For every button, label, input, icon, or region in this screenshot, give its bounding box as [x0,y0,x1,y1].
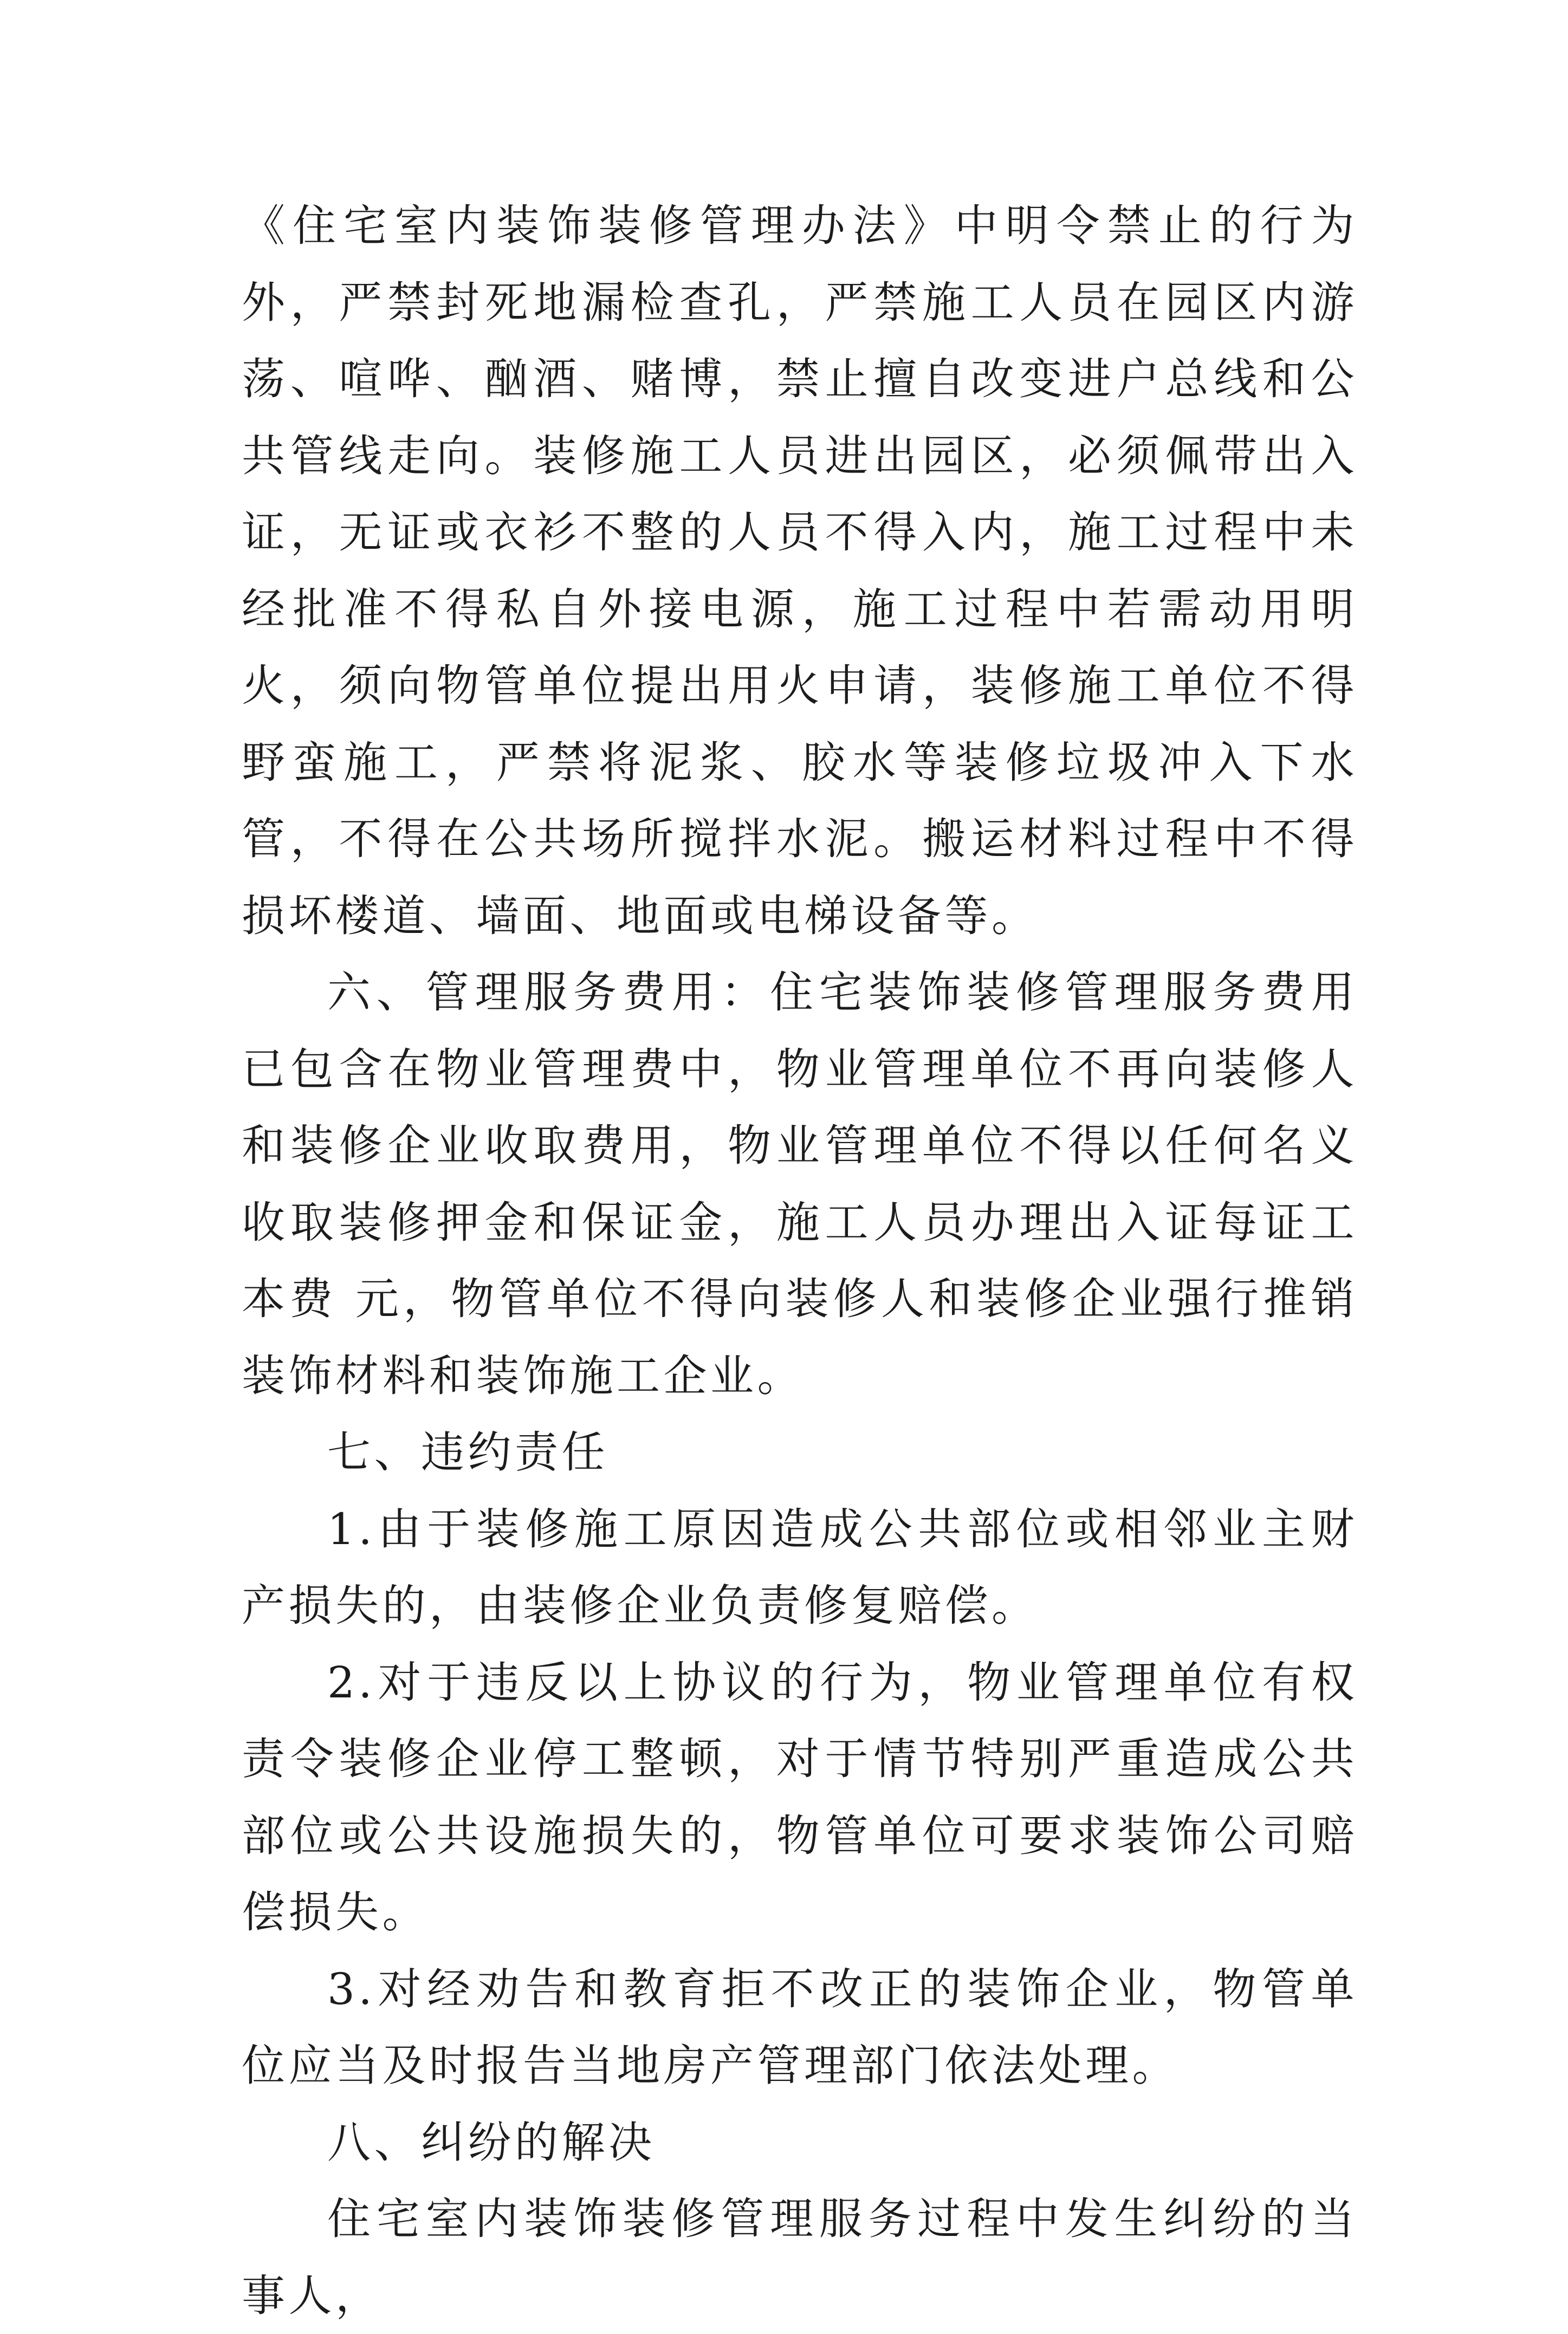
document-body [242,187,1358,2334]
paragraph-management-service-fees: 六、管理服务费用：住宅装饰装修管理服务费用已包含在物业管理费中，物业管理单位不再向装修人和装修企业收取费用，物业管理单位不得以任何名义收取装修押金和保证金，施工人员办理出入证每证工本费 元，物管单位不得向装修人和装修企业强行推销装饰材料和装饰施工企业。 [242,967,1358,1401]
section-heading-breach-liability: 七、违约责任 [327,1427,608,1477]
paragraph-prohibited-behaviors: 《住宅室内装饰装修管理办法》中明令禁止的行为外，严禁封死地漏检查孔，严禁施工人员在园区内游荡、喧哗、酗酒、赌博，禁止擅自改变进户总线和公共管线走向。装修施工人员进出园区，必须佩带出入证，无证或衣衫不整的人员不得入内，施工过程中未经批准不得私自外接电源，施工过程中若需动用明火，须向物管单位提出用火申请，装修施工单位不得野蛮施工，严禁将泥浆、胶水等装修垃圾冲入下水管，不得在公共场所搅拌水泥。搬运材料过程中不得损坏楼道、墙面、地面或电梯设备等。 [242,200,1358,941]
section-heading-dispute-resolution: 八、纠纷的解决 [327,2117,656,2168]
list-item-liability-2: 2.对于违反以上协议的行为，物业管理单位有权责令装修企业停工整顿，对于情节特别严重造成公共部位或公共设施损失的，物管单位可要求装饰公司赔偿损失。 [242,1657,1358,1937]
paragraph-dispute-resolution: 住宅室内装饰装修管理服务过程中发生纠纷的当事人， [242,2194,1358,2321]
list-item-liability-3: 3.对经劝告和教育拒不改正的装饰企业，物管单位应当及时报告当地房产管理部门依法处理。 [242,1963,1358,2091]
list-item-liability-1: 1.由于装修施工原因造成公共部位或相邻业主财产损失的，由装修企业负责修复赔偿。 [242,1503,1358,1631]
